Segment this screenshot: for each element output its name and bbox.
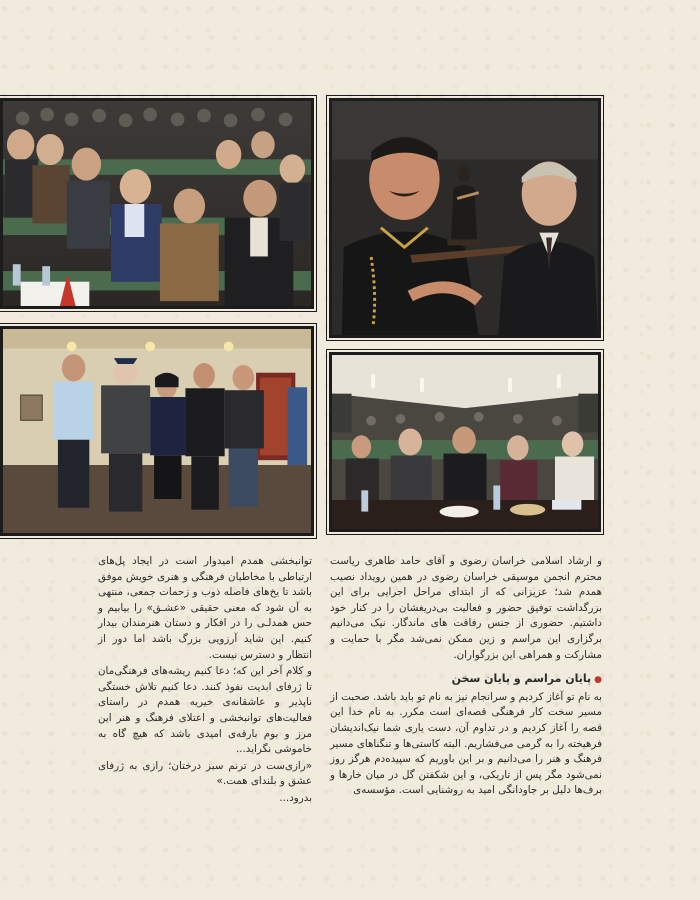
closing-quote: «رازی‌ست در ترنم سبز درختان؛ رازی به ژرفای عشق و بلندای همت.»: [98, 759, 312, 788]
left-paragraph-1: توانبخشی همدم امیدوار است در ایجاد پل‌های ارتباطی با مخاطبان فرهنگی و هنری خویش موفق باشد تا یخ‌های فاصله ذوب و زحمات جمعی، منتهی به آن شود که معنی حقیقی «عشـق» را بیابیم و حس همدلـی را در افکار و دستان هنرمندان بیدار کنیم. این شاید آرزویی بزرگ باشد اما دور از انتظار و دسترس نیست.: [98, 555, 312, 661]
farewell-text: بدرود...: [279, 791, 312, 804]
award-statuette-image: [332, 101, 598, 335]
section-heading-text: پایان مراسم و پایان سخن: [451, 672, 592, 686]
right-text-column: [330, 554, 602, 799]
group-standing-photo: [0, 326, 314, 536]
left-paragraph-2: و کلام آخر این که؛ دعا کنیم ریشه‌های فرهنگی‌مان تا ژرفای ابدیت نفوذ کنند. دعا کنیم تلاش خستگی ناپذیر و عاشقانه‌ی خیریه همدم در راستای فعالیت‌های توانبخشی و اعتلای فرهنگ و هنر این مرز و بوم بارقه‌ی امیدی باشد که هیچ گاه به خاموشی نگراید...: [98, 665, 312, 756]
front-row-audience-image: [332, 355, 598, 529]
award-statuette-photo: [329, 98, 601, 338]
audience-seated-image: [3, 101, 311, 306]
audience-seated-photo: [0, 98, 314, 309]
left-text-column: [98, 554, 312, 807]
right-paragraph-1: و ارشاد اسلامی خراسان رضوی و آقای حامد طاهری ریاست محترم انجمن موسیقی خراسان رضوی در همین رویداد نصیب همدم شد؛ عزیزانی که از ابتدای مراحل اجرایی برای این بزرگداشت توفیق حضور و فعالیت بی‌دریغشان را در کنار خود داشتیم. حضوری از جنس رفاقت های ماندگار. نیک می‌دانیم برگزاری این مراسم و زین ممکن نمی‌شد مگر با حمایت و مشارکت و همراهی این بزرگواران.: [330, 555, 602, 661]
group-standing-image: [3, 329, 311, 533]
heading-bullet-icon: ●: [594, 675, 602, 686]
section-heading: [330, 671, 602, 689]
front-row-audience-photo: [329, 352, 601, 532]
right-paragraph-2: به نام تو آغاز کردیم و سرانجام نیز به نام تو باید باشد. صحبت از مسیر سخت کار فرهنگی قصه‌ای است مکرر. به نام خدا این قصه را آغاز کردیم و در تداوم آن، دست یاری شما نیک‌اندیشان فرهیخته را به گرمی می‌فشاریم. البته کاستی‌ها و تنگناهای مسیر فرهنگ و هنر را می‌دانیم و بر این باوریم که سپیده‌دم هرگز روز نمی‌شود مگر پس از تاریکی، و این شکفتن گل در میان خارها و برف‌ها دلیل بر جاودانگی امید به روشنایی است. مؤسسه‌ی: [330, 690, 602, 797]
